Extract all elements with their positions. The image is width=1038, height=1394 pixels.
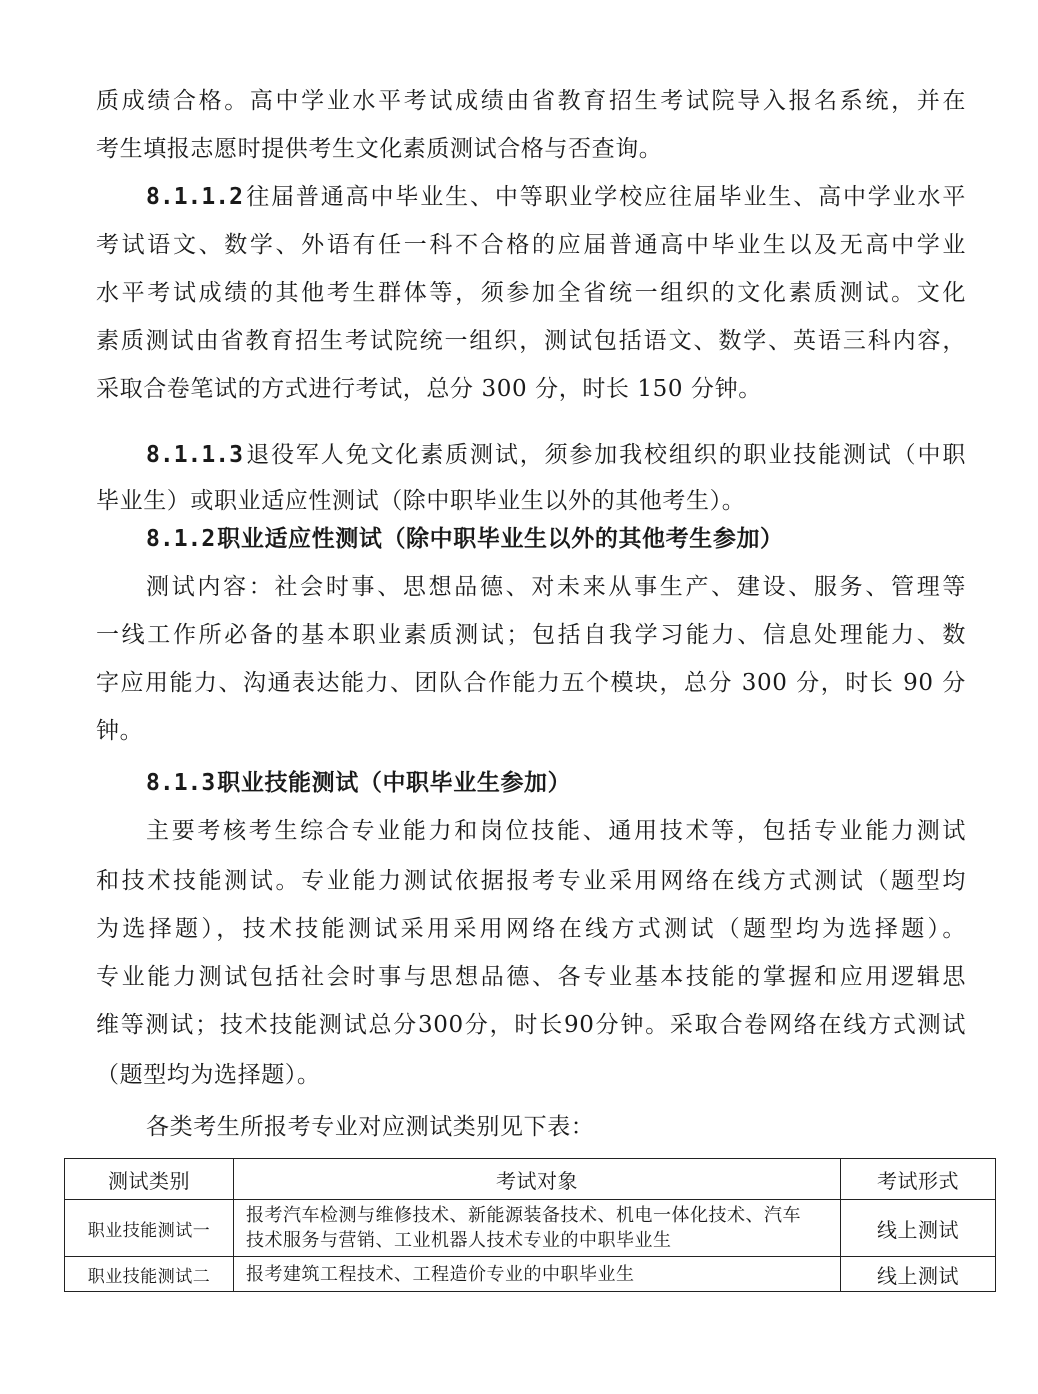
form-cell: 线上测试 (841, 1200, 996, 1257)
text-line: 考试语文、数学、外语有任一科不合格的应届普通高中毕业生以及无高中学业 (96, 232, 966, 258)
text-line: 和技术技能测试。专业能力测试依据报考专业采用网络在线方式测试（题型均 (96, 868, 966, 894)
text-line: 一线工作所必备的基本职业素质测试；包括自我学习能力、信息处理能力、数 (96, 622, 966, 648)
text-line: 字应用能力、沟通表达能力、团队合作能力五个模块，总分 300 分，时长 90 分 (96, 670, 966, 696)
table-row (65, 1200, 996, 1257)
text-line: 为选择题），技术技能测试采用采用网络在线方式测试（题型均为选择题）。 (96, 916, 966, 942)
text-line: 维等测试；技术技能测试总分300分，时长90分钟。采取合卷网络在线方式测试 (96, 1012, 966, 1038)
section-number: 8.1.1.3 (146, 442, 243, 468)
section-paragraph-8-1-1-2 (146, 182, 966, 212)
text-line: 毕业生）或职业适应性测试（除中职毕业生以外的其他考生）。 (96, 488, 746, 514)
text-line: 质成绩合格。高中学业水平考试成绩由省教育招生考试院导入报名系统，并在 (96, 88, 966, 114)
target-cell (234, 1257, 841, 1292)
section-heading-8-1-3 (146, 768, 966, 798)
heading-text: 职业技能测试（中职毕业生参加） (217, 769, 572, 796)
text-line: 主要考核考生综合专业能力和岗位技能、通用技术等，包括专业能力测试 (146, 818, 966, 844)
text-line: 测试内容：社会时事、思想品德、对未来从事生产、建设、服务、管理等 (146, 574, 966, 600)
header-cell-target: 考试对象 (234, 1159, 841, 1200)
text-line: 考生填报志愿时提供考生文化素质测试合格与否查询。 (96, 136, 663, 162)
target-line: 报考汽车检测与维修技术、新能源装备技术、机电一体化技术、汽车 (246, 1205, 801, 1226)
header-cell-category: 测试类别 (65, 1159, 234, 1200)
form-cell: 线上测试 (841, 1257, 996, 1292)
text-line: 素质测试由省教育招生考试院统一组织，测试包括语文、数学、英语三科内容， (96, 328, 966, 354)
section-number: 8.1.1.2 (146, 184, 243, 210)
text-span: 往届普通高中毕业生、中等职业学校应往届毕业生、高中学业水平 (244, 184, 966, 210)
target-cell (234, 1200, 841, 1257)
heading-text: 职业适应性测试（除中职毕业生以外的其他考生参加） (217, 525, 784, 552)
text-line: 钟。 (96, 718, 144, 744)
text-line: 采取合卷笔试的方式进行考试，总分 300 分，时长 150 分钟。 (96, 376, 762, 402)
target-line: 技术服务与营销、工业机器人技术专业的中职毕业生 (246, 1230, 672, 1251)
text-span: 退役军人免文化素质测试，须参加我校组织的职业技能测试（中职 (244, 442, 966, 468)
section-paragraph-8-1-1-3 (146, 440, 966, 470)
section-number: 8.1.3 (146, 770, 216, 796)
text-line: （题型均为选择题）。 (96, 1062, 321, 1088)
target-line: 报考建筑工程技术、工程造价专业的中职毕业生 (246, 1263, 635, 1285)
text-line: 专业能力测试包括社会时事与思想品德、各专业基本技能的掌握和应用逻辑思 (96, 964, 966, 990)
section-number: 8.1.2 (146, 526, 216, 552)
category-cell: 职业技能测试一 (65, 1200, 234, 1257)
table-header-row (65, 1159, 996, 1200)
text-line: 各类考生所报考专业对应测试类别见下表： (146, 1114, 595, 1140)
header-cell-form: 考试形式 (841, 1159, 996, 1200)
text-line: 水平考试成绩的其他考生群体等，须参加全省统一组织的文化素质测试。文化 (96, 280, 966, 306)
section-heading-8-1-2 (146, 524, 966, 554)
table-row (65, 1257, 996, 1292)
test-category-table (64, 1158, 996, 1292)
category-cell: 职业技能测试二 (65, 1257, 234, 1292)
